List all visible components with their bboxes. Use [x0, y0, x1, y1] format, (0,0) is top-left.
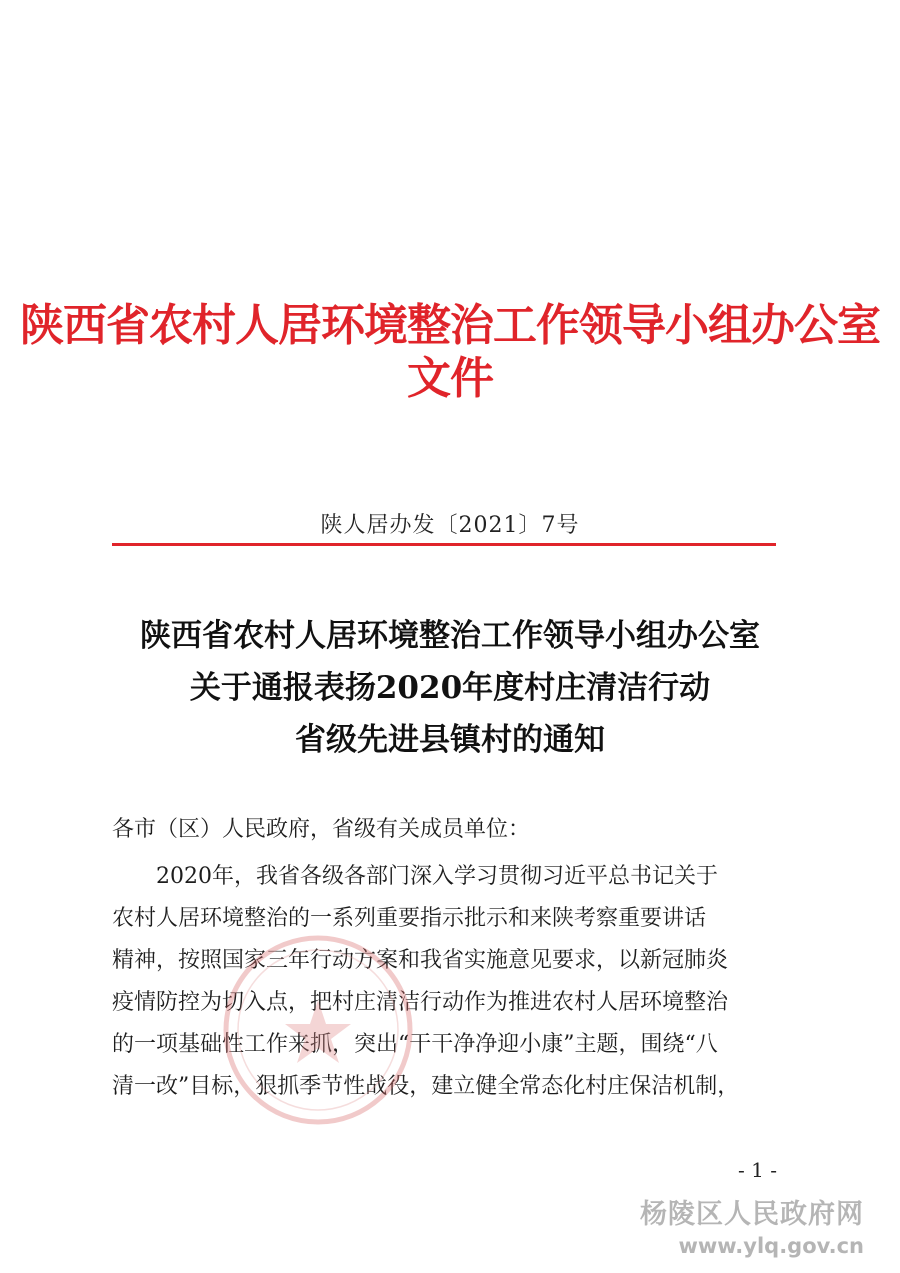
body-line: 疫情防控为切入点，把村庄清洁行动作为推进农村人居环境整治: [112, 990, 729, 1015]
site-watermark: [640, 1198, 864, 1260]
red-divider: [112, 543, 776, 546]
page-number: - 1 -: [738, 1158, 777, 1182]
org-header: 陕西省农村人居环境整治工作领导小组办公室文件: [20, 300, 880, 404]
title-line: 关于通报表扬2020年度村庄清洁行动: [189, 670, 711, 706]
doc-number: 陕人居办发〔2021〕7号: [320, 513, 580, 538]
body-line: 精神，按照国家三年行动方案和我省实施意见要求，以新冠肺炎: [112, 948, 729, 973]
notice-title: [0, 610, 900, 766]
body-line: 农村人居环境整治的一系列重要指示批示和来陕考察重要讲话: [112, 906, 707, 931]
title-line: 省级先进县镇村的通知: [295, 722, 605, 758]
watermark-site-name: 杨陵区人民政府网: [640, 1199, 864, 1230]
official-seal-icon: [218, 930, 418, 1130]
body-line: 清一改”目标，狠抓季节性战役，建立健全常态化村庄保洁机制，: [112, 1074, 740, 1099]
body-line: 的一项基础性工作来抓，突出“干干净净迎小康”主题，围绕“八: [112, 1032, 718, 1057]
body-line: 2020年，我省各级各部门深入学习贯彻习近平总书记关于: [156, 864, 718, 889]
title-line: 陕西省农村人居环境整治工作领导小组办公室: [140, 618, 760, 654]
salutation: 各市（区）人民政府，省级有关成员单位：: [112, 817, 531, 842]
watermark-site-url: www.ylq.gov.cn: [678, 1234, 864, 1258]
body-paragraph: [112, 856, 782, 1108]
